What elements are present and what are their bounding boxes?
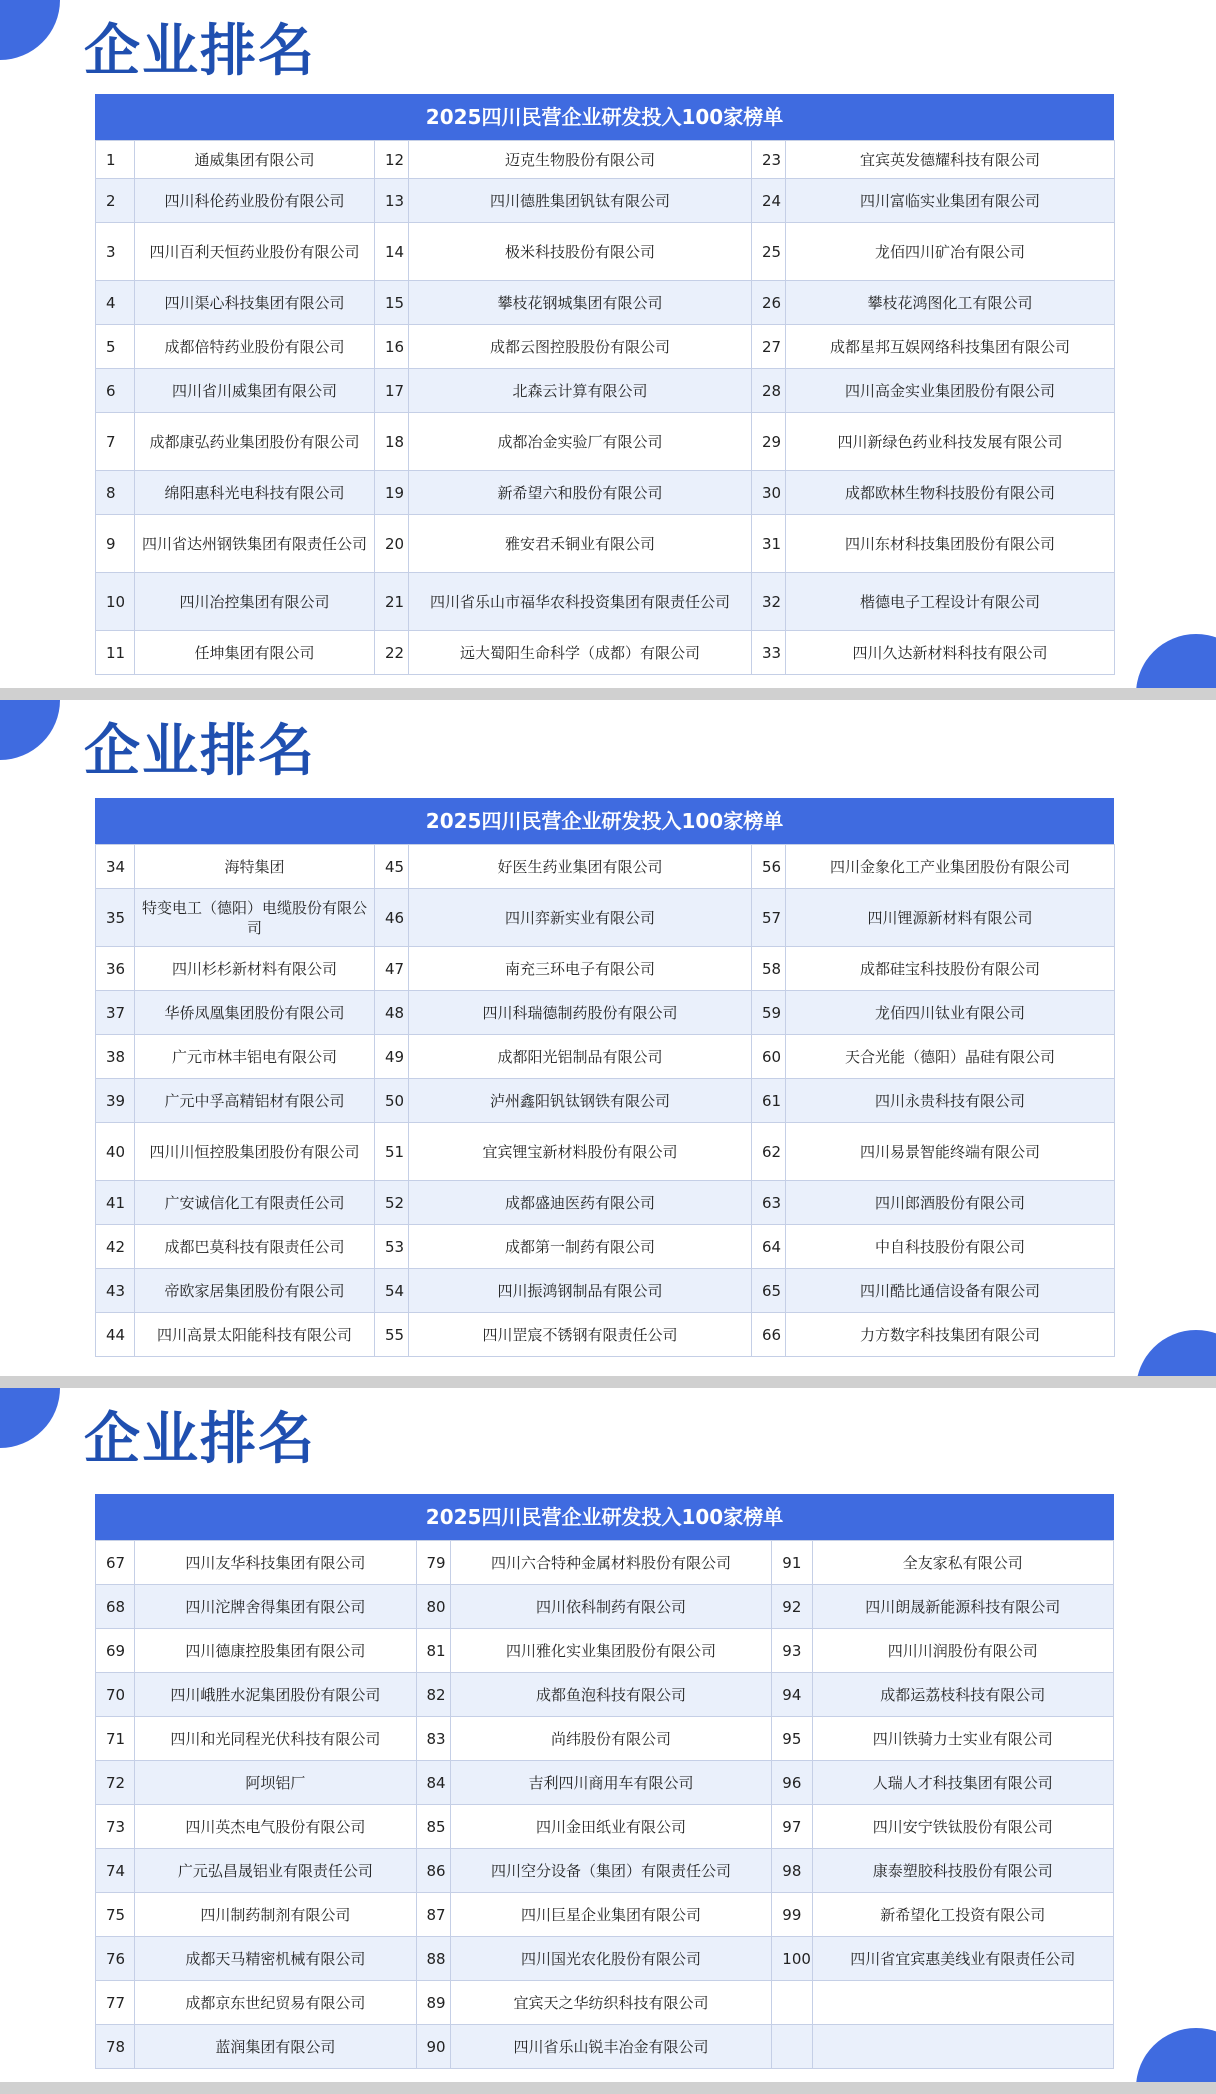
rank-cell: 50 <box>375 1079 409 1123</box>
rank-cell: 65 <box>752 1269 786 1313</box>
table-row <box>96 369 1115 413</box>
rank-cell: 46 <box>375 889 409 947</box>
table-row <box>96 1035 1115 1079</box>
company-cell <box>812 2025 1113 2069</box>
table-row <box>96 141 1115 179</box>
company-cell: 四川友华科技集团有限公司 <box>135 1541 416 1585</box>
rank-cell: 5 <box>96 325 135 369</box>
company-cell: 四川英杰电气股份有限公司 <box>135 1805 416 1849</box>
rank-cell: 89 <box>416 1981 450 2025</box>
rank-cell: 71 <box>96 1717 135 1761</box>
table-row <box>96 1313 1115 1357</box>
rank-cell <box>772 2025 812 2069</box>
table-row <box>96 1981 1114 2025</box>
company-cell: 四川国光农化股份有限公司 <box>450 1937 772 1981</box>
company-cell: 四川新绿色药业科技发展有限公司 <box>786 413 1115 471</box>
rank-cell: 60 <box>752 1035 786 1079</box>
company-cell: 帝欧家居集团股份有限公司 <box>135 1269 375 1313</box>
company-cell: 尚纬股份有限公司 <box>450 1717 772 1761</box>
rank-cell: 28 <box>752 369 786 413</box>
corner-decoration <box>1136 634 1216 688</box>
company-cell: 远大蜀阳生命科学（成都）有限公司 <box>409 631 752 675</box>
table-row <box>96 471 1115 515</box>
section-heading: 企业排名 <box>84 719 316 784</box>
rank-cell: 92 <box>772 1585 812 1629</box>
table-row <box>96 991 1115 1035</box>
company-cell: 康泰塑胶科技股份有限公司 <box>812 1849 1113 1893</box>
company-cell: 成都巴莫科技有限责任公司 <box>135 1225 375 1269</box>
corner-decoration <box>1136 1330 1216 1376</box>
rank-cell: 23 <box>752 141 786 179</box>
rank-cell: 17 <box>375 369 409 413</box>
company-cell: 四川空分设备（集团）有限责任公司 <box>450 1849 772 1893</box>
rank-cell: 55 <box>375 1313 409 1357</box>
company-cell: 好医生药业集团有限公司 <box>409 845 752 889</box>
rank-cell: 11 <box>96 631 135 675</box>
rank-cell: 48 <box>375 991 409 1035</box>
rank-cell: 37 <box>96 991 135 1035</box>
table-row <box>96 947 1115 991</box>
company-cell: 特变电工（德阳）电缆股份有限公司 <box>135 889 375 947</box>
rank-cell: 75 <box>96 1893 135 1937</box>
rank-cell <box>772 1981 812 2025</box>
company-cell: 四川弈新实业有限公司 <box>409 889 752 947</box>
company-cell: 广元市林丰铝电有限公司 <box>135 1035 375 1079</box>
company-cell: 成都冶金实验厂有限公司 <box>409 413 752 471</box>
table-row <box>96 281 1115 325</box>
rank-cell: 81 <box>416 1629 450 1673</box>
rank-cell: 85 <box>416 1805 450 1849</box>
company-cell: 四川罡宸不锈钢有限责任公司 <box>409 1313 752 1357</box>
company-cell: 四川金象化工产业集团股份有限公司 <box>786 845 1115 889</box>
rank-cell: 39 <box>96 1079 135 1123</box>
rank-cell: 68 <box>96 1585 135 1629</box>
rank-cell: 16 <box>375 325 409 369</box>
company-cell: 四川郎酒股份有限公司 <box>786 1181 1115 1225</box>
company-cell: 成都盛迪医药有限公司 <box>409 1181 752 1225</box>
company-cell: 任坤集团有限公司 <box>135 631 375 675</box>
table-row <box>96 631 1115 675</box>
table-row <box>96 573 1115 631</box>
rank-cell: 59 <box>752 991 786 1035</box>
company-cell: 四川六合特种金属材料股份有限公司 <box>450 1541 772 1585</box>
company-cell: 四川高金实业集团股份有限公司 <box>786 369 1115 413</box>
company-cell: 四川锂源新材料有限公司 <box>786 889 1115 947</box>
rank-cell: 100 <box>772 1937 812 1981</box>
company-cell: 成都天马精密机械有限公司 <box>135 1937 416 1981</box>
table-row <box>96 1079 1115 1123</box>
company-cell: 成都倍特药业股份有限公司 <box>135 325 375 369</box>
table-row <box>96 1717 1114 1761</box>
company-cell: 四川安宁铁钛股份有限公司 <box>812 1805 1113 1849</box>
rank-cell: 72 <box>96 1761 135 1805</box>
rank-cell: 79 <box>416 1541 450 1585</box>
company-cell: 四川永贵科技有限公司 <box>786 1079 1115 1123</box>
company-cell: 成都星邦互娱网络科技集团有限公司 <box>786 325 1115 369</box>
rank-cell: 73 <box>96 1805 135 1849</box>
company-cell: 四川雅化实业集团股份有限公司 <box>450 1629 772 1673</box>
company-cell: 成都康弘药业集团股份有限公司 <box>135 413 375 471</box>
table-row <box>96 1225 1115 1269</box>
company-cell: 通威集团有限公司 <box>135 141 375 179</box>
company-cell: 宜宾天之华纺织科技有限公司 <box>450 1981 772 2025</box>
table-row <box>96 1805 1114 1849</box>
rank-cell: 51 <box>375 1123 409 1181</box>
ranking-panel-1 <box>0 0 1216 688</box>
company-cell: 天合光能（德阳）晶硅有限公司 <box>786 1035 1115 1079</box>
section-heading: 企业排名 <box>84 19 316 84</box>
company-cell: 四川冶控集团有限公司 <box>135 573 375 631</box>
company-cell: 成都阳光铝制品有限公司 <box>409 1035 752 1079</box>
rank-cell: 86 <box>416 1849 450 1893</box>
company-cell: 中自科技股份有限公司 <box>786 1225 1115 1269</box>
rank-cell: 30 <box>752 471 786 515</box>
company-cell: 全友家私有限公司 <box>812 1541 1113 1585</box>
company-cell: 四川巨星企业集团有限公司 <box>450 1893 772 1937</box>
rank-cell: 87 <box>416 1893 450 1937</box>
table-row <box>96 1761 1114 1805</box>
rank-cell: 10 <box>96 573 135 631</box>
company-cell: 新希望化工投资有限公司 <box>812 1893 1113 1937</box>
rank-cell: 18 <box>375 413 409 471</box>
rank-cell: 97 <box>772 1805 812 1849</box>
table-row <box>96 325 1115 369</box>
table-row <box>96 2025 1114 2069</box>
table-row <box>96 1181 1115 1225</box>
rank-cell: 41 <box>96 1181 135 1225</box>
table-row <box>96 1937 1114 1981</box>
rank-cell: 90 <box>416 2025 450 2069</box>
company-cell: 四川酷比通信设备有限公司 <box>786 1269 1115 1313</box>
rank-cell: 52 <box>375 1181 409 1225</box>
company-cell: 四川峨胜水泥集团股份有限公司 <box>135 1673 416 1717</box>
ranking-panel-3 <box>0 1388 1216 2082</box>
table-row <box>96 1673 1114 1717</box>
company-cell: 四川渠心科技集团有限公司 <box>135 281 375 325</box>
rank-cell: 82 <box>416 1673 450 1717</box>
rank-cell: 20 <box>375 515 409 573</box>
rank-cell: 66 <box>752 1313 786 1357</box>
rank-cell: 36 <box>96 947 135 991</box>
company-cell: 人瑞人才科技集团有限公司 <box>812 1761 1113 1805</box>
company-cell: 阿坝铝厂 <box>135 1761 416 1805</box>
company-cell: 成都京东世纪贸易有限公司 <box>135 1981 416 2025</box>
company-cell: 成都鱼泡科技有限公司 <box>450 1673 772 1717</box>
rank-cell: 76 <box>96 1937 135 1981</box>
table-row <box>96 1893 1114 1937</box>
rank-cell: 63 <box>752 1181 786 1225</box>
company-cell: 四川科伦药业股份有限公司 <box>135 179 375 223</box>
rank-cell: 84 <box>416 1761 450 1805</box>
company-cell: 四川朗晟新能源科技有限公司 <box>812 1585 1113 1629</box>
company-cell: 极米科技股份有限公司 <box>409 223 752 281</box>
company-cell: 成都硅宝科技股份有限公司 <box>786 947 1115 991</box>
section-heading: 企业排名 <box>84 1407 316 1472</box>
rank-cell: 83 <box>416 1717 450 1761</box>
rank-cell: 56 <box>752 845 786 889</box>
company-cell: 泸州鑫阳钒钛钢铁有限公司 <box>409 1079 752 1123</box>
rank-cell: 80 <box>416 1585 450 1629</box>
company-cell: 四川省川威集团有限公司 <box>135 369 375 413</box>
rank-cell: 69 <box>96 1629 135 1673</box>
company-cell: 蓝润集团有限公司 <box>135 2025 416 2069</box>
rank-cell: 2 <box>96 179 135 223</box>
company-cell: 四川高景太阳能科技有限公司 <box>135 1313 375 1357</box>
company-cell: 吉利四川商用车有限公司 <box>450 1761 772 1805</box>
rank-cell: 14 <box>375 223 409 281</box>
company-cell: 龙佰四川矿冶有限公司 <box>786 223 1115 281</box>
company-cell: 新希望六和股份有限公司 <box>409 471 752 515</box>
rank-cell: 57 <box>752 889 786 947</box>
table-row <box>96 1849 1114 1893</box>
corner-decoration <box>0 0 60 60</box>
rank-cell: 93 <box>772 1629 812 1673</box>
ranking-grid <box>95 1540 1114 2069</box>
rank-cell: 74 <box>96 1849 135 1893</box>
rank-cell: 4 <box>96 281 135 325</box>
company-cell: 攀枝花钢城集团有限公司 <box>409 281 752 325</box>
company-cell: 四川沱牌舍得集团有限公司 <box>135 1585 416 1629</box>
rank-cell: 49 <box>375 1035 409 1079</box>
company-cell: 雅安君禾铜业有限公司 <box>409 515 752 573</box>
company-cell: 迈克生物股份有限公司 <box>409 141 752 179</box>
rank-cell: 29 <box>752 413 786 471</box>
rank-cell: 12 <box>375 141 409 179</box>
rank-cell: 58 <box>752 947 786 991</box>
table-row <box>96 1269 1115 1313</box>
company-cell: 四川制药制剂有限公司 <box>135 1893 416 1937</box>
table-row <box>96 889 1115 947</box>
rank-cell: 78 <box>96 2025 135 2069</box>
company-cell: 四川德胜集团钒钛有限公司 <box>409 179 752 223</box>
company-cell: 四川川恒控股集团股份有限公司 <box>135 1123 375 1181</box>
table-title: 2025四川民营企业研发投入100家榜单 <box>95 94 1114 140</box>
table-row <box>96 1585 1114 1629</box>
rank-cell: 1 <box>96 141 135 179</box>
ranking-table <box>95 1494 1114 2069</box>
table-row <box>96 845 1115 889</box>
company-cell: 广安诚信化工有限责任公司 <box>135 1181 375 1225</box>
rank-cell: 77 <box>96 1981 135 2025</box>
company-cell: 北森云计算有限公司 <box>409 369 752 413</box>
table-row <box>96 1541 1114 1585</box>
table-title: 2025四川民营企业研发投入100家榜单 <box>95 798 1114 844</box>
company-cell: 四川省达州钢铁集团有限责任公司 <box>135 515 375 573</box>
rank-cell: 26 <box>752 281 786 325</box>
company-cell <box>812 1981 1113 2025</box>
company-cell: 四川易景智能终端有限公司 <box>786 1123 1115 1181</box>
ranking-table <box>95 94 1114 675</box>
company-cell: 四川金田纸业有限公司 <box>450 1805 772 1849</box>
rank-cell: 15 <box>375 281 409 325</box>
company-cell: 四川杉杉新材料有限公司 <box>135 947 375 991</box>
rank-cell: 34 <box>96 845 135 889</box>
rank-cell: 27 <box>752 325 786 369</box>
rank-cell: 7 <box>96 413 135 471</box>
table-row <box>96 223 1115 281</box>
rank-cell: 91 <box>772 1541 812 1585</box>
rank-cell: 42 <box>96 1225 135 1269</box>
rank-cell: 64 <box>752 1225 786 1269</box>
company-cell: 四川振鸿钢制品有限公司 <box>409 1269 752 1313</box>
company-cell: 成都运荔枝科技有限公司 <box>812 1673 1113 1717</box>
table-row <box>96 1123 1115 1181</box>
table-row <box>96 1629 1114 1673</box>
rank-cell: 61 <box>752 1079 786 1123</box>
company-cell: 宜宾锂宝新材料股份有限公司 <box>409 1123 752 1181</box>
company-cell: 龙佰四川钛业有限公司 <box>786 991 1115 1035</box>
company-cell: 四川省乐山市福华农科投资集团有限责任公司 <box>409 573 752 631</box>
rank-cell: 13 <box>375 179 409 223</box>
company-cell: 四川东材科技集团股份有限公司 <box>786 515 1115 573</box>
company-cell: 广元中孚高精铝材有限公司 <box>135 1079 375 1123</box>
company-cell: 四川省宜宾惠美线业有限责任公司 <box>812 1937 1113 1981</box>
company-cell: 成都云图控股股份有限公司 <box>409 325 752 369</box>
company-cell: 海特集团 <box>135 845 375 889</box>
rank-cell: 32 <box>752 573 786 631</box>
rank-cell: 53 <box>375 1225 409 1269</box>
rank-cell: 31 <box>752 515 786 573</box>
corner-decoration <box>0 1388 60 1448</box>
rank-cell: 88 <box>416 1937 450 1981</box>
corner-decoration <box>1136 2028 1216 2082</box>
ranking-grid <box>95 844 1115 1357</box>
rank-cell: 94 <box>772 1673 812 1717</box>
rank-cell: 96 <box>772 1761 812 1805</box>
rank-cell: 6 <box>96 369 135 413</box>
table-title: 2025四川民营企业研发投入100家榜单 <box>95 1494 1114 1540</box>
rank-cell: 43 <box>96 1269 135 1313</box>
company-cell: 四川久达新材料科技有限公司 <box>786 631 1115 675</box>
ranking-table <box>95 798 1114 1357</box>
company-cell: 四川科瑞德制药股份有限公司 <box>409 991 752 1035</box>
rank-cell: 19 <box>375 471 409 515</box>
company-cell: 成都欧林生物科技股份有限公司 <box>786 471 1115 515</box>
company-cell: 南充三环电子有限公司 <box>409 947 752 991</box>
company-cell: 绵阳惠科光电科技有限公司 <box>135 471 375 515</box>
rank-cell: 35 <box>96 889 135 947</box>
company-cell: 华侨凤凰集团股份有限公司 <box>135 991 375 1035</box>
company-cell: 宜宾英发德耀科技有限公司 <box>786 141 1115 179</box>
corner-decoration <box>0 700 60 760</box>
rank-cell: 99 <box>772 1893 812 1937</box>
rank-cell: 40 <box>96 1123 135 1181</box>
table-row <box>96 413 1115 471</box>
rank-cell: 54 <box>375 1269 409 1313</box>
company-cell: 广元弘昌晟铝业有限责任公司 <box>135 1849 416 1893</box>
company-cell: 四川依科制药有限公司 <box>450 1585 772 1629</box>
company-cell: 四川铁骑力士实业有限公司 <box>812 1717 1113 1761</box>
rank-cell: 62 <box>752 1123 786 1181</box>
rank-cell: 95 <box>772 1717 812 1761</box>
rank-cell: 67 <box>96 1541 135 1585</box>
rank-cell: 21 <box>375 573 409 631</box>
rank-cell: 38 <box>96 1035 135 1079</box>
rank-cell: 98 <box>772 1849 812 1893</box>
ranking-panel-2 <box>0 700 1216 1376</box>
rank-cell: 3 <box>96 223 135 281</box>
ranking-grid <box>95 140 1115 675</box>
rank-cell: 44 <box>96 1313 135 1357</box>
table-row <box>96 179 1115 223</box>
company-cell: 楷德电子工程设计有限公司 <box>786 573 1115 631</box>
company-cell: 四川富临实业集团有限公司 <box>786 179 1115 223</box>
company-cell: 四川德康控股集团有限公司 <box>135 1629 416 1673</box>
company-cell: 四川川润股份有限公司 <box>812 1629 1113 1673</box>
rank-cell: 47 <box>375 947 409 991</box>
company-cell: 四川百利天恒药业股份有限公司 <box>135 223 375 281</box>
rank-cell: 9 <box>96 515 135 573</box>
company-cell: 四川省乐山锐丰冶金有限公司 <box>450 2025 772 2069</box>
rank-cell: 25 <box>752 223 786 281</box>
rank-cell: 45 <box>375 845 409 889</box>
rank-cell: 8 <box>96 471 135 515</box>
rank-cell: 24 <box>752 179 786 223</box>
company-cell: 四川和光同程光伏科技有限公司 <box>135 1717 416 1761</box>
company-cell: 成都第一制药有限公司 <box>409 1225 752 1269</box>
rank-cell: 22 <box>375 631 409 675</box>
rank-cell: 70 <box>96 1673 135 1717</box>
rank-cell: 33 <box>752 631 786 675</box>
company-cell: 攀枝花鸿图化工有限公司 <box>786 281 1115 325</box>
company-cell: 力方数字科技集团有限公司 <box>786 1313 1115 1357</box>
table-row <box>96 515 1115 573</box>
